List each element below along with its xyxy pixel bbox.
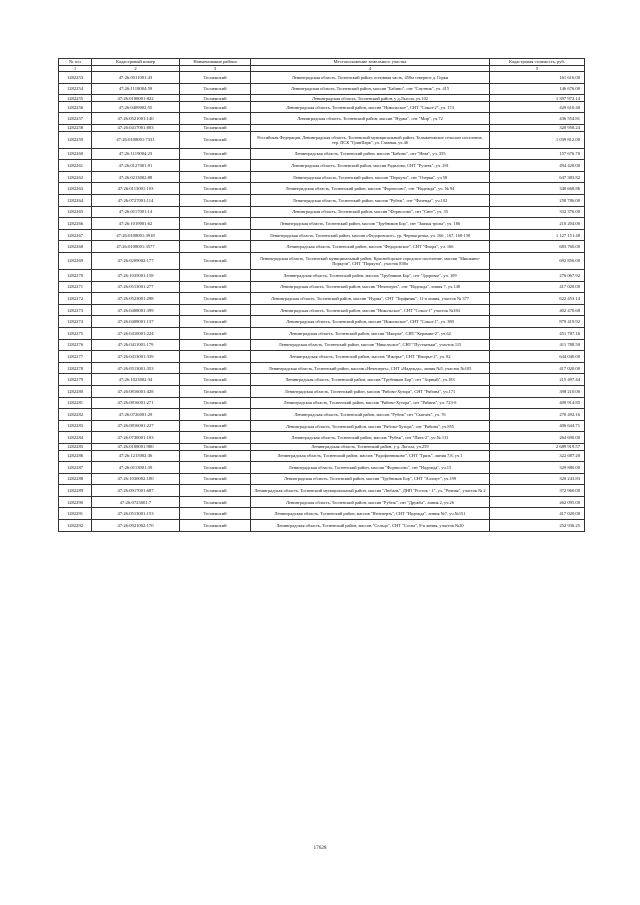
location-cell: Ленинградская область, Тосненский район, массив "Федоровское", СНТ "Флора", уч. 166 <box>251 241 490 253</box>
cadastral-value-cell: 436 554.81 <box>490 113 585 125</box>
row-index-cell: 1282284 <box>59 432 92 444</box>
row-index-cell: 1282279 <box>59 374 92 386</box>
table-row <box>59 362 585 374</box>
cadastral-number-cell: 47:26:0408001:399 <box>92 304 180 316</box>
cadastral-value-cell: 264 690.00 <box>490 432 585 444</box>
table-row <box>59 270 585 282</box>
table-row <box>59 508 585 520</box>
cadastral-number-cell: 47:26:0117001:14 <box>92 206 180 218</box>
cadastral-number-cell: 47:26:1023002:34 <box>92 374 180 386</box>
cadastral-number-cell: 47:26:0513001:277 <box>92 281 180 293</box>
row-index-cell: 1282291 <box>59 508 92 520</box>
district-cell: Тосненский <box>180 101 251 113</box>
cadastral-number-cell: 47:26:0727001:114 <box>92 195 180 207</box>
cadastral-number-cell: 47:26:1019001:62 <box>92 218 180 230</box>
cadastral-number-cell: 47:26:0408001:137 <box>92 316 180 328</box>
column-number: 5 <box>490 66 585 72</box>
table-row <box>59 183 585 195</box>
cadastral-number-cell: 47:26:0511001:43 <box>92 72 180 84</box>
district-cell: Тосненский <box>180 270 251 282</box>
cadastral-table-sheet <box>58 58 584 532</box>
column-number: 4 <box>251 66 490 72</box>
row-index-cell: 1282253 <box>59 72 92 84</box>
cadastral-number-cell: 47:26:0413001:339 <box>92 351 180 363</box>
cadastral-value-cell: 411 788.50 <box>490 339 585 351</box>
cadastral-number-cell: 47:26:1118004:59 <box>92 83 180 95</box>
cadastral-value-cell: 270 492.16 <box>490 409 585 421</box>
district-cell: Тосненский <box>180 183 251 195</box>
row-index-cell: 1282270 <box>59 270 92 282</box>
district-cell: Тосненский <box>180 241 251 253</box>
cadastral-value-cell: 157 676.70 <box>490 148 585 160</box>
district-cell: Тосненский <box>180 160 251 172</box>
cadastral-number-cell: 47:26:0921002:170 <box>92 520 180 532</box>
header-location: Местоположение земельного участка <box>251 59 490 66</box>
district-cell: Тосненский <box>180 351 251 363</box>
cadastral-number-cell: 47:26:0113001:39 <box>92 462 180 474</box>
cadastral-value-cell: 1 127 151.48 <box>490 229 585 241</box>
district-cell: Тосненский <box>180 131 251 148</box>
cadastral-value-cell: 2 689 919.57 <box>490 443 585 450</box>
table-row <box>59 374 585 386</box>
cadastral-value-cell: 262 095.00 <box>490 496 585 508</box>
location-cell: Ленинградская область, Тосненский район, массив Радилово, СНТ "Ручеек", уч. 291 <box>251 160 490 172</box>
cadastral-value-cell: 161 616.00 <box>490 72 585 84</box>
location-cell: Ленинградская область, Тосненский район, массив "Бабино", снт "Спутник", уч. 415 <box>251 83 490 95</box>
location-cell: Ленинградская область, Тосненский район, массив "Форносово", снт "Надежда", уч. № 94 <box>251 183 490 195</box>
row-index-cell: 1282289 <box>59 485 92 497</box>
cadastral-value-cell: 417 020.00 <box>490 281 585 293</box>
row-index-cell: 1282265 <box>59 206 92 218</box>
table-row <box>59 409 585 421</box>
header-row <box>59 59 585 66</box>
cadastral-number-cell: 47:26:0816001:428 <box>92 385 180 397</box>
row-index-cell: 1282262 <box>59 171 92 183</box>
table-row <box>59 420 585 432</box>
table-row <box>59 171 585 183</box>
location-cell: Ленинградская область, Тосненский район, массив "Трубников Бор", снт "Здоровье", уч. 109 <box>251 270 490 282</box>
district-cell: Тосненский <box>180 374 251 386</box>
cadastral-value-cell: 647 383.82 <box>490 171 585 183</box>
table-row <box>59 206 585 218</box>
location-cell: Ленинградская область, Тосненский район, массив "Рябово-Хутора", СНТ "Рябина", уч.171 <box>251 385 490 397</box>
row-index-cell: 1282271 <box>59 281 92 293</box>
row-index-cell: 1282267 <box>59 229 92 241</box>
district-cell: Тосненский <box>180 229 251 241</box>
table-row <box>59 72 585 84</box>
cadastral-value-cell: 340 668.86 <box>490 183 585 195</box>
cadastral-value-cell: 683 760.00 <box>490 241 585 253</box>
row-index-cell: 1282261 <box>59 160 92 172</box>
table-row <box>59 304 585 316</box>
table-row <box>59 113 585 125</box>
cadastral-number-cell: 47:26:0411001:179 <box>92 339 180 351</box>
location-cell: Ленинградская область, Тосненский район, массив "Рубеж", снт "Пять-2", уч.№ 131 <box>251 432 490 444</box>
cadastral-value-cell: 215 497.44 <box>490 374 585 386</box>
district-cell: Тосненский <box>180 397 251 409</box>
cadastral-value-cell: 879 419.92 <box>490 316 585 328</box>
location-cell: Российская Федерация, Ленинградская область, Тосненский муниципальный район, Тельмановское сельское поселение, тер. ПСК "ГринПарк", ул. Главная, уч.46 <box>251 131 490 148</box>
table-row <box>59 293 585 305</box>
location-cell: Ленинградская область, Тосненский район, массив "Бабино", снт "Нева", уч. 355 <box>251 148 490 160</box>
cadastral-number-cell: 47:26:0108001:822 <box>92 95 180 102</box>
table-row <box>59 485 585 497</box>
table-row <box>59 327 585 339</box>
cadastral-value-cell: 417 020.00 <box>490 508 585 520</box>
location-cell: Ленинградская область, Тосненский район, массив "Нечеперть", снт "Надежда", линия 7, уч.148 <box>251 281 490 293</box>
district-cell: Тосненский <box>180 485 251 497</box>
cadastral-value-cell: 429 610.40 <box>490 101 585 113</box>
table-row <box>59 316 585 328</box>
table-row <box>59 125 585 132</box>
district-cell: Тосненский <box>180 496 251 508</box>
table-row <box>59 496 585 508</box>
table-row <box>59 148 585 160</box>
table-row <box>59 385 585 397</box>
cadastral-value-cell: 146 676.00 <box>490 83 585 95</box>
cadastral-value-cell: 332 376.00 <box>490 206 585 218</box>
cadastral-number-cell: 47:26:0723001:7 <box>92 496 180 508</box>
location-cell: Ленинградская область, Тосненский район, массив "Никольское", СНТ "Пустыньки", участок 115 <box>251 339 490 351</box>
header-index: № п/п <box>59 59 92 66</box>
row-index-cell: 1282275 <box>59 327 92 339</box>
column-number: 3 <box>180 66 251 72</box>
location-cell: Ленинградская область, Тосненский район, у д. Льгола, уч.259 <box>251 443 490 450</box>
row-index-cell: 1282272 <box>59 293 92 305</box>
location-cell: Ленинградская область, Тосненский район, массив "Рубеж", снт "Дружба", линия 2, уч.26 <box>251 496 490 508</box>
row-index-cell: 1282257 <box>59 113 92 125</box>
row-index-cell: 1282255 <box>59 95 92 102</box>
location-cell: Ленинградская область, Тосненский муниципальный район, массив "Любань", ДНП "Росток - 1", ул. "Речная", участок № 2 <box>251 485 490 497</box>
district-cell: Тосненский <box>180 95 251 102</box>
table-row <box>59 473 585 485</box>
location-cell: Ленинградская область, Тосненский район, массив «Нечеперть», СНТ «Надежда», линия №5, участок №105 <box>251 362 490 374</box>
location-cell: Ленинградская область, Тосненский район, массив "Трубников Бор", снт "Зорный", уч.183 <box>251 374 490 386</box>
cadastral-number-cell: 47:26:0409002:55 <box>92 101 180 113</box>
district-cell: Тосненский <box>180 362 251 374</box>
cadastral-value-cell: 451 787.16 <box>490 327 585 339</box>
row-index-cell: 1282264 <box>59 195 92 207</box>
row-index-cell: 1282282 <box>59 409 92 421</box>
cadastral-value-cell: 210 204.00 <box>490 218 585 230</box>
table-row <box>59 160 585 172</box>
location-cell: Ленинградская область, Тосненский район, массив «Федоровское», ур. Черная речка, уч. 166 , 167, 168-158 <box>251 229 490 241</box>
district-cell: Тосненский <box>180 443 251 450</box>
cadastral-number-cell: 47:26:0816001:271 <box>92 397 180 409</box>
table-row <box>59 195 585 207</box>
location-cell: Ленинградская область, Тосненский район, массив "Рябово-Хутора", снт "Рябина", уч.855 <box>251 420 490 432</box>
cadastral-number-cell: 47:26:1035001:158 <box>92 270 180 282</box>
cadastral-value-cell: 406 644.71 <box>490 420 585 432</box>
cadastral-value-cell: 329 880.00 <box>490 462 585 474</box>
district-cell: Тосненский <box>180 195 251 207</box>
header-cadastral-value: Кадастровая стоимость, руб. <box>490 59 585 66</box>
cadastral-value-cell: 372 960.00 <box>490 485 585 497</box>
table-row <box>59 351 585 363</box>
cadastral-value-cell: 252 936.25 <box>490 520 585 532</box>
header-district: Наименование района <box>180 59 251 66</box>
district-cell: Тосненский <box>180 253 251 270</box>
cadastral-value-cell: 417 020.00 <box>490 362 585 374</box>
page-number: 17628 <box>313 845 327 851</box>
cadastral-number-cell: 47:26:0513001:353 <box>92 362 180 374</box>
location-cell: Ленинградская область, Тосненский район, массив "Никольское", СНТ "Сокол-1" участок №184 <box>251 304 490 316</box>
table-row <box>59 95 585 102</box>
table-row <box>59 432 585 444</box>
district-cell: Тосненский <box>180 218 251 230</box>
district-cell: Тосненский <box>180 409 251 421</box>
location-cell: Ленинградская область, Тосненский район, массив "Форносово", снт "Надежда", уч.15 <box>251 462 490 474</box>
cadastral-value-cell: 258 786.00 <box>490 195 585 207</box>
table-row <box>59 450 585 462</box>
table-row <box>59 443 585 450</box>
row-index-cell: 1282256 <box>59 101 92 113</box>
location-cell: Ленинградская область, Тосненский район, основная часть, 450м северное д. Горки <box>251 72 490 84</box>
district-cell: Тосненский <box>180 125 251 132</box>
location-cell: Ленинградская область, Тосненский район, массив "Форносово", снт "Свет", уч. 35 <box>251 206 490 218</box>
district-cell: Тосненский <box>180 206 251 218</box>
row-index-cell: 1282287 <box>59 462 92 474</box>
cadastral-number-cell: 47:26:0108001:3918 <box>92 229 180 241</box>
row-index-cell: 1282278 <box>59 362 92 374</box>
cadastral-value-cell: 402 470.68 <box>490 304 585 316</box>
cadastral-number-cell: 47:26:0213002:88 <box>92 171 180 183</box>
location-cell: Ленинградская область, Тосненский район, массив "Никольское", СНТ "Сокол-2", уч. 174 <box>251 101 490 113</box>
cadastral-value-cell: 494 420.00 <box>490 160 585 172</box>
cadastral-number-cell: 47:26:0521001:140 <box>92 113 180 125</box>
row-index-cell: 1282274 <box>59 316 92 328</box>
cadastral-value-cell: 1 039 812.00 <box>490 131 585 148</box>
row-index-cell: 1282273 <box>59 304 92 316</box>
table-row <box>59 281 585 293</box>
row-index-cell: 1282283 <box>59 420 92 432</box>
header-cadastral-number: Кадастровый номер <box>92 59 180 66</box>
district-cell: Тосненский <box>180 113 251 125</box>
location-cell: Ленинградская область, Тосненский район, массив "Ижорье", СНТ "Керамик-2", уч.62 <box>251 327 490 339</box>
district-cell: Тосненский <box>180 316 251 328</box>
cadastral-number-cell: 47:26:0730001:103 <box>92 432 180 444</box>
cadastral-value-cell: 320 958.24 <box>490 125 585 132</box>
cadastral-value-cell: 320 243.83 <box>490 473 585 485</box>
location-cell <box>251 125 490 132</box>
row-index-cell: 1282259 <box>59 131 92 148</box>
location-cell: Ленинградская область, Тосненский район, массив "Никольское", СНТ "Сокол-1", уч. 380 <box>251 316 490 328</box>
cadastral-number-cell: 47:26:0513001:153 <box>92 508 180 520</box>
cadastral-number-cell: 47:26:0726001:29 <box>92 409 180 421</box>
cadastral-number-cell: 47:26:0108001:7331 <box>92 131 180 148</box>
cadastral-value-cell: 644 040.00 <box>490 351 585 363</box>
row-index-cell: 1282288 <box>59 473 92 485</box>
table-row <box>59 241 585 253</box>
row-index-cell: 1282266 <box>59 218 92 230</box>
row-index-cell: 1282292 <box>59 520 92 532</box>
table-body <box>59 72 585 532</box>
cadastral-number-cell: 47:26:0417001:803 <box>92 125 180 132</box>
cadastral-value-cell: 322 687.20 <box>490 450 585 462</box>
cadastral-number-cell: 47:26:1119004:23 <box>92 148 180 160</box>
location-cell: Ленинградская область, Тосненский муниципальный район, Красноборское городское поселение, массив "Мишкино-Поркузи", СНТ "Поркузи", участок 838а <box>251 253 490 270</box>
table-row <box>59 101 585 113</box>
cadastral-value-cell: 276 067.92 <box>490 270 585 282</box>
cadastral-value-cell: 622 453.14 <box>490 293 585 305</box>
location-cell: Ленинградская область, Тосненский район, массив "Трубников Бор", СНТ "Аллмут", уч.199 <box>251 473 490 485</box>
cadastral-number-cell: 47:26:0816001:227 <box>92 420 180 432</box>
location-cell: Ленинградская область, Тосненский район, массив "Ижорье", СНТ "Ижорье-2", уч. 82 <box>251 351 490 363</box>
table-row <box>59 339 585 351</box>
location-cell: Ленинградская область, Тосненский район, массив "Рябово-Хутора", снт "Рябина", уч. 723-б <box>251 397 490 409</box>
row-index-cell: 1282280 <box>59 385 92 397</box>
row-index-cell: 1282281 <box>59 397 92 409</box>
district-cell: Тосненский <box>180 327 251 339</box>
location-cell: Ленинградская область, Тосненский район, массив "Поркузи", снт "Озерки", уч 58 <box>251 171 490 183</box>
cadastral-value-cell: 398 210.00 <box>490 385 585 397</box>
district-cell: Тосненский <box>180 450 251 462</box>
location-cell: Ленинградская область, Тосненский район, массив "Сельцо", СНТ "Сосна", 8-я линия, участок №20 <box>251 520 490 532</box>
cadastral-number-cell: 47:26:1030002:100 <box>92 473 180 485</box>
table-row <box>59 218 585 230</box>
location-cell: Ленинградская область, Тосненский район, массив "Рубеж", снт "Фазенда", уч.102 <box>251 195 490 207</box>
cadastral-number-cell: 47:26:0523001:298 <box>92 293 180 305</box>
cadastral-number-cell: 47:26:0917001:687 <box>92 485 180 497</box>
cadastral-number-cell: 47:26:1215002:36 <box>92 450 180 462</box>
district-cell: Тосненский <box>180 148 251 160</box>
location-cell: Ленинградская область, Тосненский район, массив "Трубников Бор", снт "Заячья тропа", уч. 186 <box>251 218 490 230</box>
district-cell: Тосненский <box>180 420 251 432</box>
district-cell: Тосненский <box>180 83 251 95</box>
table-row <box>59 229 585 241</box>
table-row <box>59 131 585 148</box>
district-cell: Тосненский <box>180 462 251 474</box>
district-cell: Тосненский <box>180 281 251 293</box>
table-row <box>59 520 585 532</box>
row-index-cell: 1282260 <box>59 148 92 160</box>
row-index-cell: 1282268 <box>59 241 92 253</box>
cadastral-number-cell: 47:26:0113001:103 <box>92 183 180 195</box>
cadastral-number-cell: 47:26:0410001:224 <box>92 327 180 339</box>
district-cell: Тосненский <box>180 473 251 485</box>
table-row <box>59 462 585 474</box>
location-cell: Ленинградская область, Тосненский район, массив "Нурма", СНТ "Торфяник", 11-я линия, участок № 377 <box>251 293 490 305</box>
location-cell: Ленинградская область, Тосненский район, массив "Рубеж" снт "Сыпчек", уч. 76 <box>251 409 490 421</box>
column-number: 2 <box>92 66 180 72</box>
row-index-cell: 1282263 <box>59 183 92 195</box>
district-cell: Тосненский <box>180 508 251 520</box>
location-cell: Ленинградская область, Тосненский район, у д.Льгола, уч.102 <box>251 95 490 102</box>
row-index-cell: 1282285 <box>59 443 92 450</box>
location-cell: Ленинградская область, Тосненский район, массив "Радофинниково", СНТ "Грязь", линия 7,8, уч.1 <box>251 450 490 462</box>
row-index-cell: 1282269 <box>59 253 92 270</box>
district-cell: Тосненский <box>180 432 251 444</box>
row-index-cell: 1282276 <box>59 339 92 351</box>
cadastral-value-cell: 692 856.00 <box>490 253 585 270</box>
district-cell: Тосненский <box>180 171 251 183</box>
row-index-cell: 1282254 <box>59 83 92 95</box>
row-index-cell: 1282286 <box>59 450 92 462</box>
cadastral-value-cell: 400 914.85 <box>490 397 585 409</box>
district-cell: Тосненский <box>180 339 251 351</box>
cadastral-value-cell: 1 397 972.14 <box>490 95 585 102</box>
district-cell: Тосненский <box>180 520 251 532</box>
table-row <box>59 83 585 95</box>
district-cell: Тосненский <box>180 293 251 305</box>
district-cell: Тосненский <box>180 72 251 84</box>
row-index-cell: 1282290 <box>59 496 92 508</box>
district-cell: Тосненский <box>180 385 251 397</box>
location-cell: Ленинградская область, Тосненский район, массив "Нечеперть", СНТ "Надежда", линия №7, уч.№151 <box>251 508 490 520</box>
cadastral-number-cell: 47:26:0209002:177 <box>92 253 180 270</box>
table-row <box>59 397 585 409</box>
column-number: 1 <box>59 66 92 72</box>
row-index-cell: 1282277 <box>59 351 92 363</box>
district-cell: Тосненский <box>180 304 251 316</box>
cadastral-number-cell: 47:26:0108001:3577 <box>92 241 180 253</box>
location-cell: Ленинградская область, Тосненский район, массив "Нурма", снт "Мир", уч.72 <box>251 113 490 125</box>
cadastral-value-table <box>58 58 585 532</box>
cadastral-number-cell: 47:26:0108001:980 <box>92 443 180 450</box>
cadastral-number-cell: 47:26:0127001:91 <box>92 160 180 172</box>
table-row <box>59 253 585 270</box>
row-index-cell: 1282258 <box>59 125 92 132</box>
